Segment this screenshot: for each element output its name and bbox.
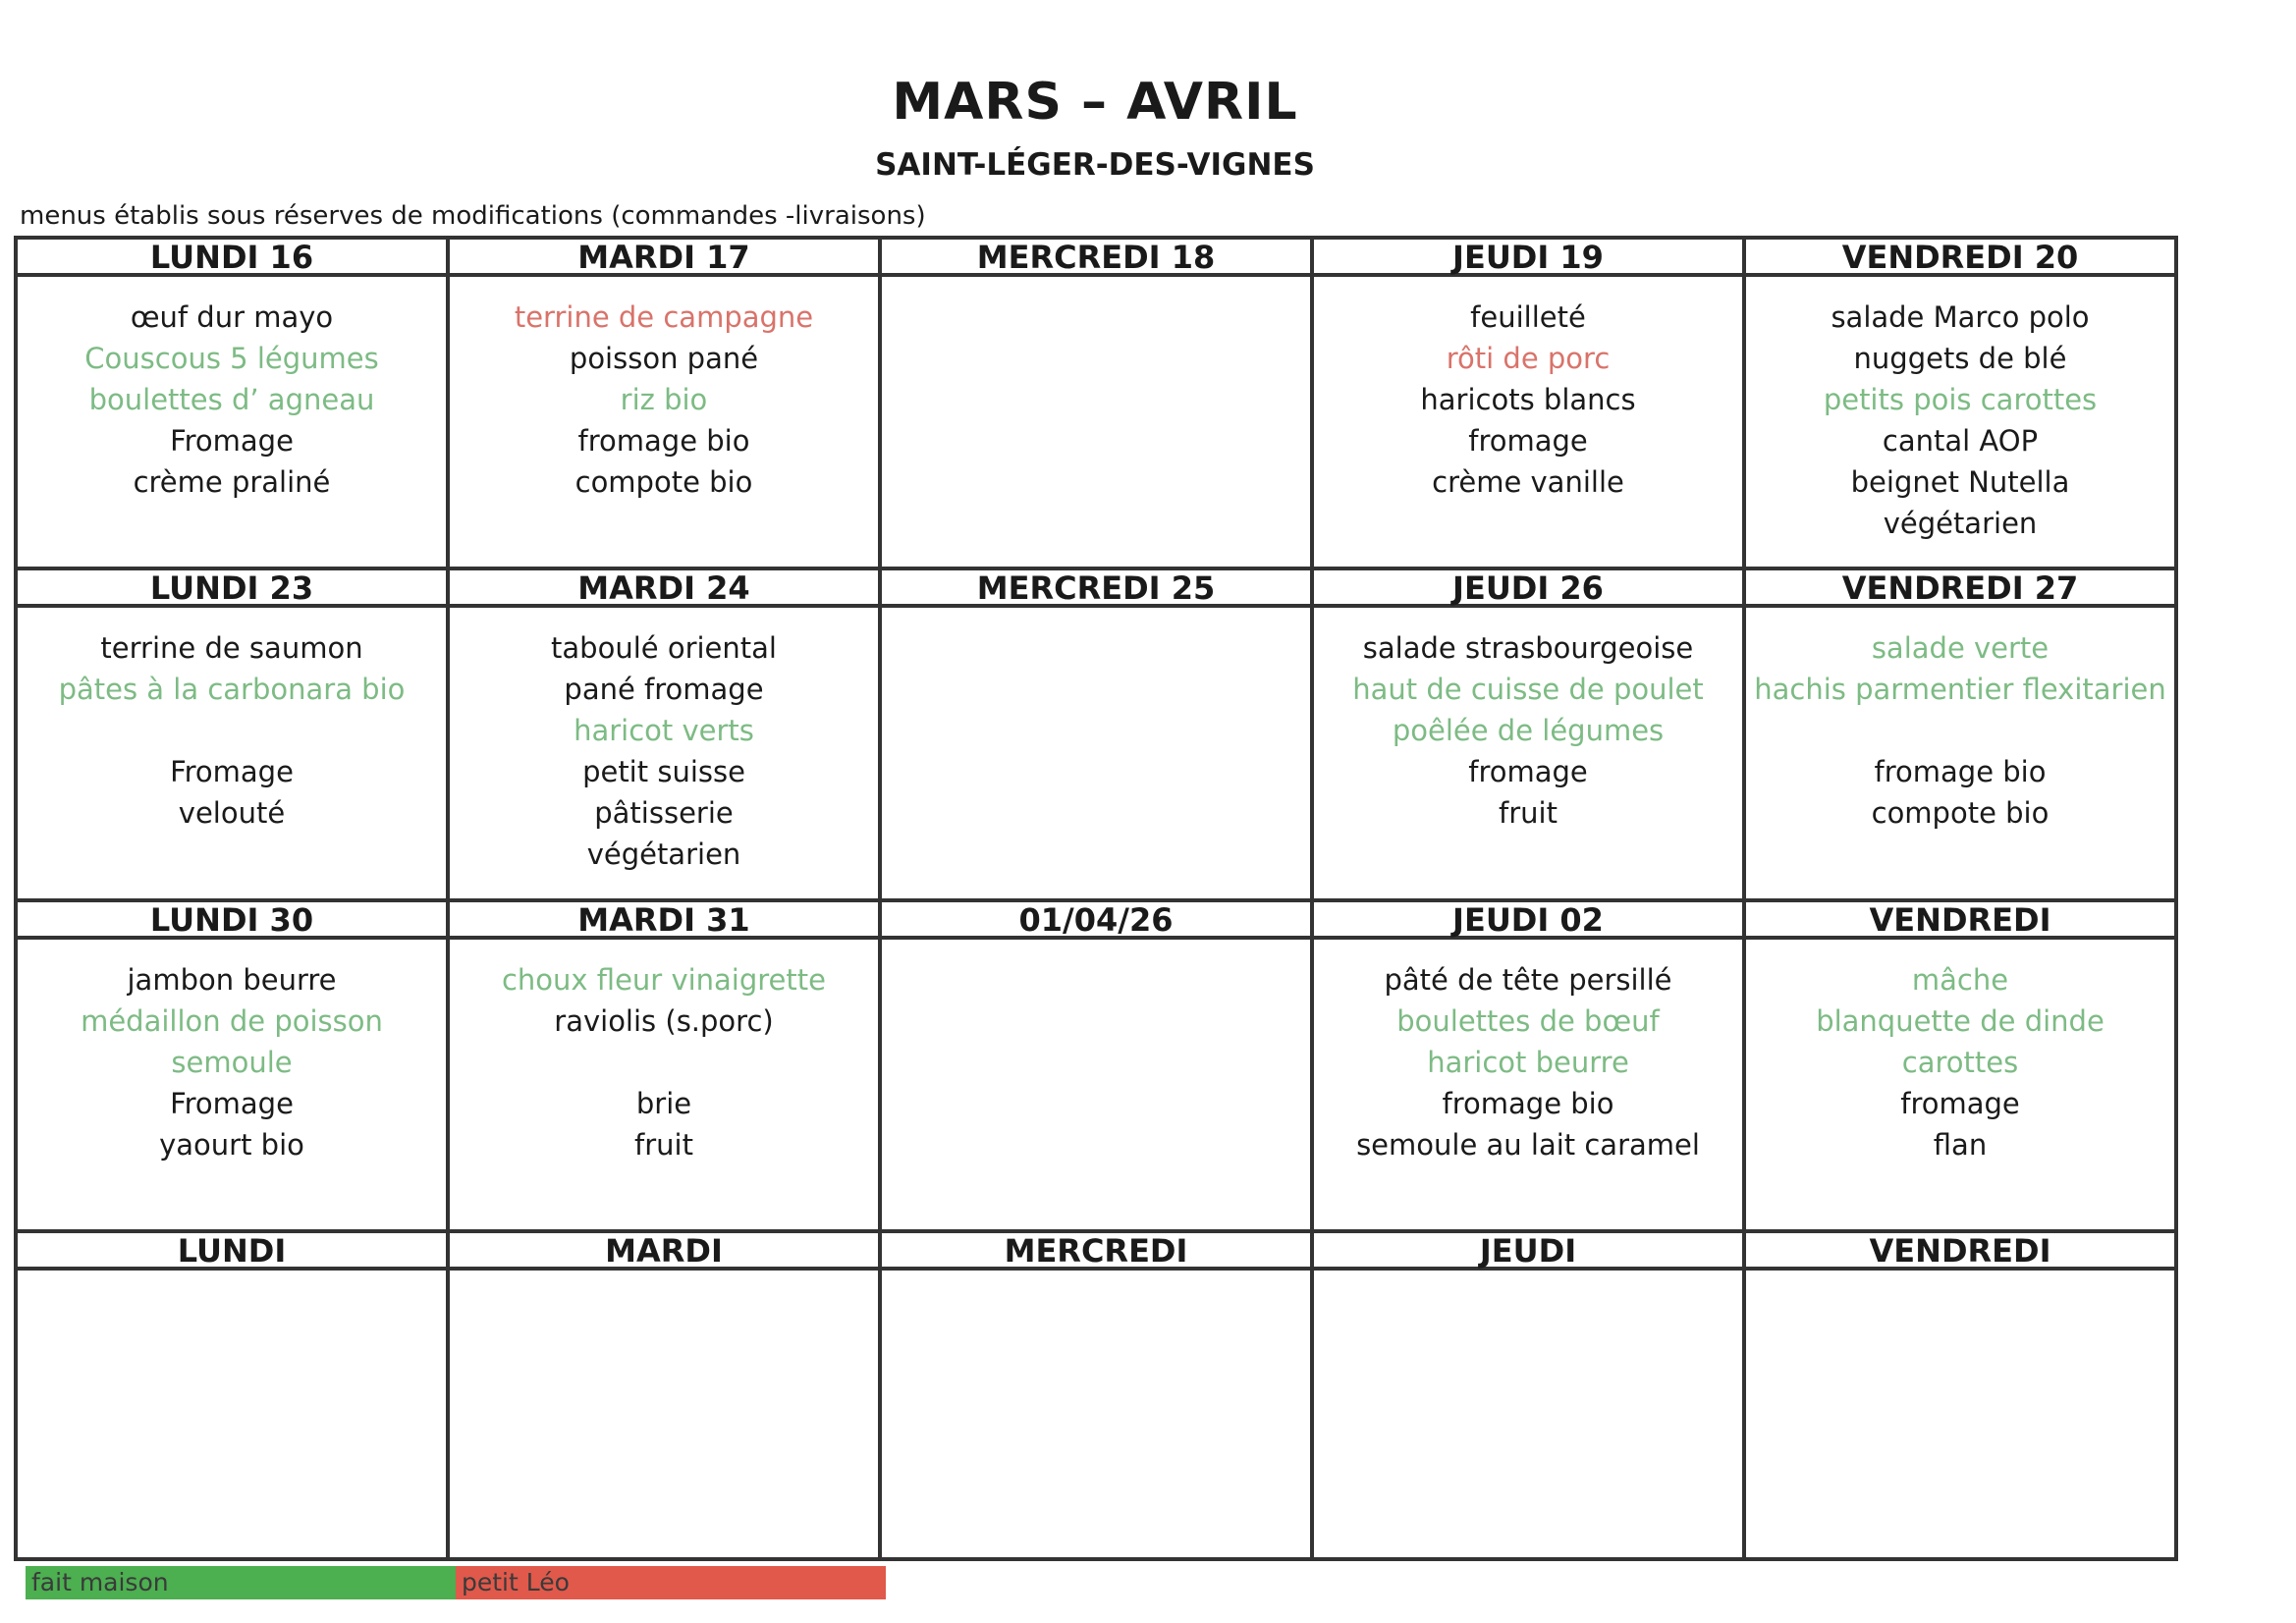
menu-item: fromage [1900,1087,2020,1120]
day-menu [1314,277,1742,503]
menu-item: semoule au lait caramel [1356,1128,1700,1162]
menu-item: poêlée de légumes [1392,714,1665,747]
day-header: LUNDI 16 [18,236,446,277]
day-menu [18,940,446,1165]
day-menu [882,608,1310,627]
menu-item: œuf dur mayo [130,300,334,334]
legend-petit-leo: petit Léo [456,1566,886,1599]
menu-item: crème praliné [133,465,331,499]
page-subtitle: SAINT-LÉGER-DES-VIGNES [875,147,1315,183]
menu-item: feuilleté [1470,300,1586,334]
day-header: JEUDI 26 [1314,567,1742,608]
menu-item: semoule [171,1046,293,1079]
menu-item: velouté [178,796,286,830]
day-header: MARDI [450,1229,878,1271]
day-column [14,898,446,1229]
menu-item: Fromage [170,755,294,788]
day-column [878,567,1310,898]
menu-item: mâche [1911,963,2009,997]
menu-item: compote bio [574,465,753,499]
day-header: 01/04/26 [882,898,1310,940]
menu-item: hachis parmentier flexitarien [1754,673,2166,706]
menu-item: boulettes d’ agneau [88,383,375,416]
day-header: VENDREDI [1746,898,2174,940]
menu-grid [14,236,2174,1561]
menu-item: flan [1933,1128,1988,1162]
menu-item: végétarien [586,838,741,871]
day-column [14,567,446,898]
day-header: VENDREDI [1746,1229,2174,1271]
day-menu [882,277,1310,297]
day-column [1742,236,2178,567]
menu-item: pâtisserie [594,796,734,830]
day-column [1310,567,1742,898]
menu-item [18,710,446,751]
day-menu [1746,940,2174,1165]
menu-item: fromage [1468,424,1588,458]
page-title: MARS – AVRIL [892,73,1298,132]
grid-bottom-border [14,1557,2178,1561]
day-menu [1314,608,1742,834]
day-column [878,236,1310,567]
week-row [14,236,2174,567]
menu-item: pâtes à la carbonara bio [58,673,406,706]
menu-item: fromage bio [1874,755,2047,788]
menu-item: crème vanille [1432,465,1624,499]
day-header: MERCREDI [882,1229,1310,1271]
day-column [446,898,878,1229]
day-menu [1314,940,1742,1165]
day-header: JEUDI [1314,1229,1742,1271]
day-menu [18,1271,446,1290]
menu-item: raviolis (s.porc) [554,1004,774,1038]
day-column [14,1229,446,1561]
menu-item [1746,710,2174,751]
menu-item: pané fromage [564,673,764,706]
day-column [446,567,878,898]
menu-item: blanquette de dinde [1816,1004,2105,1038]
week-row [14,898,2174,1229]
menu-item: poisson pané [569,342,759,375]
menu-item: Fromage [170,1087,294,1120]
day-column [446,236,878,567]
menu-item: Couscous 5 légumes [84,342,379,375]
menu-item: fromage bio [1442,1087,1614,1120]
legend-fait-maison: fait maison [26,1566,456,1599]
menu-item: fromage bio [577,424,750,458]
menu-item: haut de cuisse de poulet [1352,673,1704,706]
menu-item: médaillon de poisson [81,1004,383,1038]
menu-item: jambon beurre [127,963,337,997]
menu-item: petit suisse [582,755,745,788]
menu-item: carottes [1901,1046,2019,1079]
menu-item: boulettes de bœuf [1396,1004,1660,1038]
menu-item: Fromage [170,424,294,458]
day-header: MERCREDI 25 [882,567,1310,608]
menu-item: salade Marco polo [1831,300,2090,334]
menu-item: terrine de campagne [514,300,814,334]
day-header: MERCREDI 18 [882,236,1310,277]
day-column [1742,1229,2178,1561]
menu-item: brie [635,1087,692,1120]
day-column [446,1229,878,1561]
day-header: LUNDI 23 [18,567,446,608]
day-column [878,898,1310,1229]
day-menu [18,608,446,834]
day-header: MARDI 31 [450,898,878,940]
day-column [1310,898,1742,1229]
menu-item: terrine de saumon [100,631,363,665]
day-column [1742,898,2178,1229]
menu-item: pâté de tête persillé [1384,963,1672,997]
day-header: JEUDI 02 [1314,898,1742,940]
day-menu [1746,277,2174,544]
menu-item: riz bio [620,383,708,416]
day-column [1310,1229,1742,1561]
menu-item: haricots blancs [1420,383,1636,416]
menu-item: fruit [1499,796,1558,830]
day-menu [1746,1271,2174,1290]
menu-item: végétarien [1883,507,2038,540]
disclaimer-note: menus établis sous réserves de modifications (commandes -livraisons) [20,201,926,231]
day-column [878,1229,1310,1561]
menu-item: nuggets de blé [1853,342,2067,375]
day-header: LUNDI 30 [18,898,446,940]
day-menu [450,277,878,503]
week-row [14,1229,2174,1561]
menu-item: beignet Nutella [1850,465,2070,499]
day-header: MARDI 24 [450,567,878,608]
day-header: VENDREDI 27 [1746,567,2174,608]
day-header: LUNDI [18,1229,446,1271]
day-column [1742,567,2178,898]
day-column [1310,236,1742,567]
menu-item: choux fleur vinaigrette [501,963,826,997]
day-menu [882,1271,1310,1290]
menu-item: compote bio [1871,796,2050,830]
day-menu [450,940,878,1165]
day-header: JEUDI 19 [1314,236,1742,277]
day-menu [450,608,878,875]
menu-item: haricot beurre [1427,1046,1629,1079]
menu-item: fruit [634,1128,693,1162]
day-column [14,236,446,567]
menu-item: taboulé oriental [551,631,777,665]
menu-item: yaourt bio [159,1128,304,1162]
menu-item: salade verte [1871,631,2050,665]
day-header: MARDI 17 [450,236,878,277]
menu-item: salade strasbourgeoise [1362,631,1694,665]
day-header: VENDREDI 20 [1746,236,2174,277]
menu-item: haricot verts [574,714,754,747]
menu-item: petits pois carottes [1823,383,2098,416]
day-menu [450,1271,878,1290]
menu-item [450,1042,878,1083]
day-menu [1746,608,2174,834]
day-menu [1314,1271,1742,1290]
menu-item: fromage [1468,755,1588,788]
menu-item: rôti de porc [1446,342,1611,375]
week-row [14,567,2174,898]
day-menu [882,940,1310,959]
menu-item: cantal AOP [1882,424,2039,458]
day-menu [18,277,446,503]
